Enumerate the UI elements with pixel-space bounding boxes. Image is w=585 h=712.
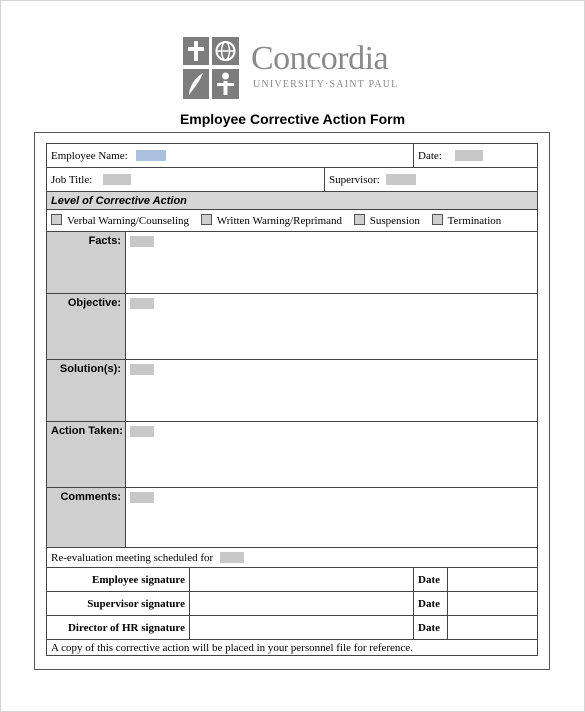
objective-label: Objective: [47, 294, 126, 360]
employee-name-cell [47, 144, 414, 168]
footer-note: A copy of this corrective action will be placed in your personnel file for reference. [47, 640, 538, 656]
facts-label: Facts: [47, 232, 126, 294]
solutions-input-marker[interactable] [130, 364, 154, 375]
checkbox-icon[interactable] [354, 214, 365, 225]
facts-field[interactable] [126, 232, 538, 294]
reevaluation-label: Re-evaluation meeting scheduled for [51, 551, 214, 564]
option-suspension[interactable]: Suspension [354, 215, 420, 227]
checkbox-icon[interactable] [201, 214, 212, 225]
supervisor-field[interactable] [386, 174, 416, 185]
objective-field[interactable] [126, 294, 538, 360]
brand-name: Concordia [251, 40, 389, 77]
employee-signature-field[interactable] [190, 568, 414, 592]
action-taken-input-marker[interactable] [130, 426, 154, 437]
comments-input-marker[interactable] [130, 492, 154, 503]
job-title-cell [47, 168, 325, 192]
option-verbal-warning[interactable]: Verbal Warning/Counseling [51, 215, 189, 227]
level-section-title: Level of Corrective Action [47, 192, 538, 210]
action-taken-label: Action Taken: [47, 422, 126, 488]
facts-input-marker[interactable] [130, 236, 154, 247]
date-field[interactable] [455, 150, 483, 161]
job-title-label: Job Title: [51, 173, 93, 186]
employee-signature-label: Employee signature [47, 568, 190, 592]
solutions-field[interactable] [126, 360, 538, 422]
supervisor-signature-date-label: Date [414, 592, 448, 616]
action-taken-field[interactable] [126, 422, 538, 488]
option-written-warning[interactable]: Written Warning/Reprimand [201, 215, 342, 227]
hr-director-signature-field[interactable] [190, 616, 414, 640]
solutions-label: Solution(s): [47, 360, 126, 422]
reevaluation-field[interactable] [220, 552, 244, 563]
form-title: Employee Corrective Action Form [179, 111, 406, 127]
supervisor-cell [325, 168, 538, 192]
comments-label: Comments: [47, 488, 126, 548]
employee-name-field[interactable] [136, 150, 166, 161]
option-termination[interactable]: Termination [432, 215, 502, 227]
checkbox-icon[interactable] [432, 214, 443, 225]
employee-name-label: Employee Name: [51, 149, 128, 162]
hr-director-signature-date-field[interactable] [448, 616, 538, 640]
supervisor-signature-date-field[interactable] [448, 592, 538, 616]
corrective-action-table [46, 143, 538, 656]
employee-signature-date-field[interactable] [448, 568, 538, 592]
supervisor-signature-field[interactable] [190, 592, 414, 616]
checkbox-icon[interactable] [51, 214, 62, 225]
objective-input-marker[interactable] [130, 298, 154, 309]
date-cell [414, 144, 538, 168]
employee-signature-date-label: Date [414, 568, 448, 592]
level-options-row [47, 210, 538, 232]
concordia-logo-icon [183, 37, 239, 99]
job-title-field[interactable] [103, 174, 131, 185]
hr-director-signature-label: Director of HR signature [47, 616, 190, 640]
supervisor-label: Supervisor: [329, 173, 380, 186]
supervisor-signature-label: Supervisor signature [47, 592, 190, 616]
hr-director-signature-date-label: Date [414, 616, 448, 640]
date-label: Date: [418, 149, 442, 162]
brand-subtitle: UNIVERSITY·SAINT PAUL [253, 79, 399, 90]
reevaluation-row [47, 548, 538, 568]
comments-field[interactable] [126, 488, 538, 548]
